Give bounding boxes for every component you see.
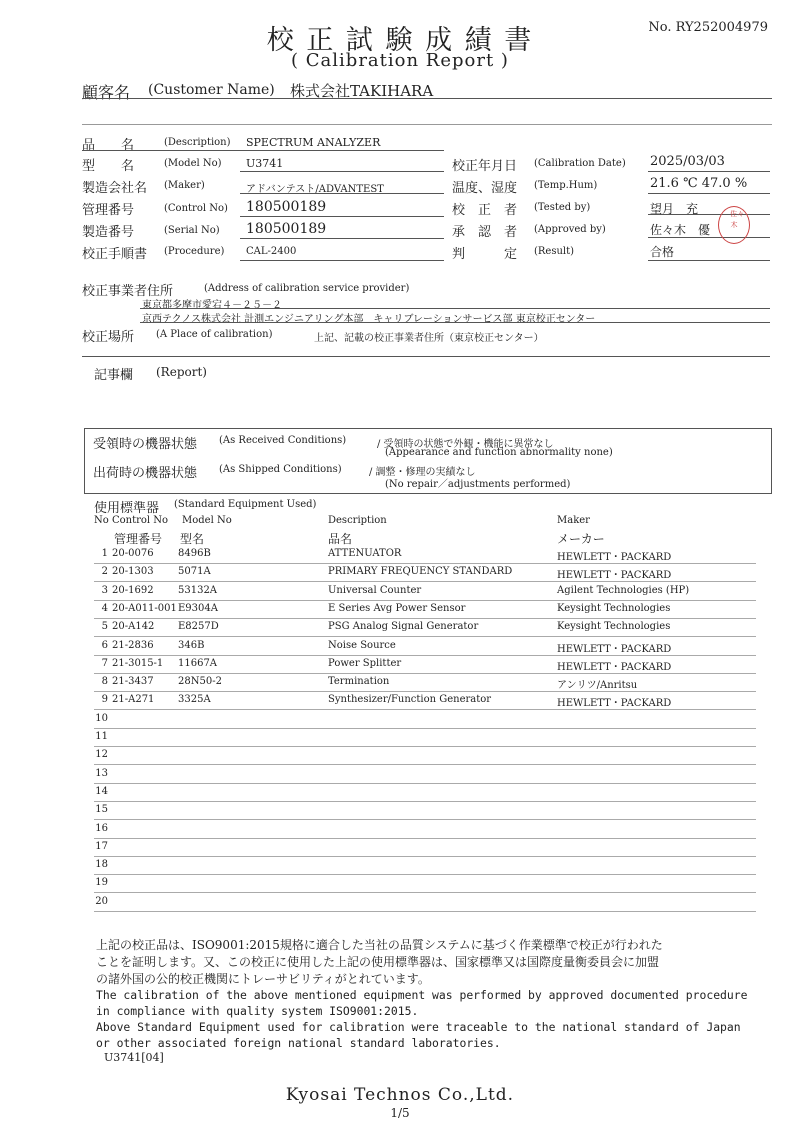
report-label: 記事欄 [94, 368, 134, 383]
col-maker-header: Maker [557, 515, 590, 526]
field-label-en: (Result) [534, 246, 575, 257]
received-value: / 受領時の状態で外観・機能に異常なし [377, 439, 554, 450]
table-row [94, 674, 756, 692]
cell-model-no: 53132A [178, 584, 218, 596]
field-value: U3741 [246, 157, 284, 170]
cell-no: 15 [95, 804, 108, 816]
cell-no: 8 [101, 676, 108, 688]
table-row [94, 784, 756, 802]
cell-control-no: 21-2836 [112, 639, 154, 651]
conditions-box [84, 428, 772, 494]
col-desc-header-jp: 品名 [328, 532, 353, 546]
cell-model-no: 3325A [178, 694, 211, 706]
cell-maker: アンリツ/Anritsu [557, 680, 638, 692]
place-label: 校正場所 [82, 330, 135, 345]
field-value: 佐々木 優 [650, 223, 711, 237]
equipment-title-en: (Standard Equipment Used) [174, 499, 317, 510]
table-row [94, 638, 756, 656]
field-label: 製造番号 [82, 225, 135, 240]
cell-model-no: 11667A [178, 657, 218, 669]
cell-control-no: 20-1692 [112, 584, 154, 596]
statement-jp-line: の諸外国の公的校正機関にトレーサビリティがとれています。 [96, 972, 430, 986]
provider-company: 京西テクノス株式会社 計測エンジニアリング本部 キャリブレーションサービス部 東京校正センター [142, 314, 596, 325]
cell-no: 13 [95, 767, 108, 779]
cell-description: Noise Source [328, 639, 396, 651]
page-subtitle: ( Calibration Report ) [291, 50, 509, 71]
statement-en-line: The calibration of the above mentioned equipment was performed by approved documented procedure [96, 988, 748, 1002]
cell-no: 20 [95, 895, 108, 907]
field-label-en: (Calibration Date) [534, 158, 626, 169]
received-label-en: (As Received Conditions) [219, 435, 347, 446]
table-row [94, 546, 756, 564]
field-label: 製造会社名 [82, 181, 148, 196]
field-label-en: (Procedure) [164, 246, 225, 257]
cell-no: 6 [101, 639, 108, 651]
field-label-en: (Tested by) [534, 202, 591, 213]
table-row [94, 711, 756, 729]
statement-en-line: or other associated foreign national standard laboratories. [96, 1036, 501, 1050]
field-value: CAL-2400 [246, 246, 297, 257]
field-value: 180500189 [246, 221, 327, 237]
cell-model-no: E8257D [178, 621, 219, 633]
approval-stamp [718, 206, 750, 244]
statement-en-line: Above Standard Equipment used for calibration were traceable to the national standard of Japan [96, 1020, 741, 1034]
cell-model-no: 8496B [178, 548, 211, 559]
cell-no: 10 [95, 712, 108, 724]
field-label-en: (Control No) [164, 203, 228, 214]
company-name: Kyosai Technos Co.,Ltd. [285, 1085, 515, 1105]
cell-control-no: 20-1303 [112, 566, 154, 578]
cell-maker: HEWLETT・PACKARD [557, 698, 672, 710]
cell-model-no: 28N50-2 [178, 676, 222, 688]
received-value-en: (Appearance and function abnormality none) [385, 447, 613, 458]
cell-no: 3 [101, 584, 108, 596]
field-value: 21.6 ℃ 47.0 % [650, 176, 748, 191]
shipped-value-en: (No repair／adjustments performed) [385, 479, 571, 490]
field-label: 管理番号 [82, 203, 135, 218]
cell-model-no: 5071A [178, 566, 211, 578]
field-value: SPECTRUM ANALYZER [246, 136, 381, 149]
cell-maker: HEWLETT・PACKARD [557, 643, 672, 655]
table-row [94, 619, 756, 637]
cell-no: 1 [101, 548, 108, 559]
cell-description: E Series Avg Power Sensor [328, 602, 466, 614]
table-row [94, 656, 756, 674]
cell-maker: HEWLETT・PACKARD [557, 661, 672, 673]
col-desc-header: Description [328, 515, 387, 526]
page-number: 1/5 [390, 1106, 410, 1120]
cell-no: 4 [101, 602, 108, 614]
statement-jp-line: 上記の校正品は、ISO9001:2015規格に適合した当社の品質システムに基づく作業標準で校正が行われた [96, 938, 663, 952]
cell-no: 5 [101, 621, 108, 633]
table-row [94, 692, 756, 710]
field-label: 校正手順書 [82, 247, 148, 262]
cell-control-no: 20-A142 [112, 621, 155, 633]
cell-no: 9 [101, 694, 108, 706]
cell-description: Power Splitter [328, 657, 402, 669]
customer-label-en: (Customer Name) [148, 82, 275, 98]
provider-label-en: (Address of calibration service provider) [204, 283, 410, 294]
cell-no: 14 [95, 785, 108, 797]
cell-control-no: 20-0076 [112, 548, 154, 559]
cell-maker: Agilent Technologies (HP) [557, 584, 690, 596]
field-value: 望月 充 [650, 202, 699, 216]
table-row [94, 564, 756, 582]
field-label-en: (Model No) [164, 158, 222, 169]
stamp-text: 佐々木 [730, 210, 744, 229]
table-row [94, 729, 756, 747]
report-label-en: (Report) [156, 365, 207, 379]
field-label-en: (Temp.Hum) [534, 180, 598, 191]
table-row [94, 802, 756, 820]
table-row [94, 857, 756, 875]
provider-label: 校正事業者住所 [82, 284, 174, 299]
cell-no: 7 [101, 657, 108, 669]
row-divider [94, 911, 756, 912]
cell-description: PSG Analog Signal Generator [328, 621, 479, 633]
cell-no: 11 [95, 731, 108, 742]
shipped-value: / 調整・修理の実績なし [369, 467, 476, 478]
field-value: 合格 [650, 245, 675, 259]
cell-no: 18 [95, 859, 108, 871]
shipped-label-en: (As Shipped Conditions) [219, 464, 342, 475]
field-label: 校正年月日 [452, 159, 518, 174]
field-label-en: (Description) [164, 137, 231, 148]
col-model-header: Model No [182, 515, 232, 526]
cell-maker: HEWLETT・PACKARD [557, 570, 672, 582]
col-model-header-jp: 型名 [180, 532, 205, 546]
customer-label: 顧客名 [82, 83, 131, 102]
cell-no: 17 [95, 840, 108, 852]
col-control-header: Control No [112, 515, 169, 526]
cell-description: Universal Counter [328, 584, 422, 596]
field-value: アドバンテスト/ADVANTEST [246, 184, 384, 195]
cell-control-no: 21-A271 [112, 694, 155, 706]
field-label-en: (Serial No) [164, 225, 220, 236]
cell-no: 16 [95, 822, 108, 834]
provider-address: 東京都多摩市愛宕４－２５－２ [142, 300, 282, 311]
place-label-en: (A Place of calibration) [156, 329, 273, 340]
document-code: U3741[04] [104, 1051, 164, 1064]
cell-no: 12 [95, 749, 108, 761]
place-value: 上記、記載の校正事業者住所（東京校正センター） [314, 333, 544, 344]
field-label: 品 名 [82, 138, 135, 153]
table-row [94, 583, 756, 601]
cell-maker: Keysight Technologies [557, 621, 671, 633]
field-label-en: (Approved by) [534, 224, 606, 235]
cell-no: 19 [95, 877, 108, 889]
table-row [94, 766, 756, 784]
equipment-title: 使用標準器 [94, 501, 160, 516]
field-value: 180500189 [246, 199, 327, 215]
col-no-header: No [94, 515, 109, 526]
cell-control-no: 21-3015-1 [112, 657, 164, 669]
cell-model-no: 346B [178, 639, 205, 651]
field-label: 承 認 者 [452, 225, 518, 240]
cell-description: Termination [328, 676, 390, 688]
cell-maker: Keysight Technologies [557, 602, 671, 614]
table-row [94, 601, 756, 619]
cell-model-no: E9304A [178, 602, 218, 614]
col-control-header-jp: 管理番号 [114, 532, 163, 546]
statement-en-line: in compliance with quality system ISO9001:2015. [96, 1004, 419, 1018]
field-label-en: (Maker) [164, 180, 205, 191]
field-label: 判 定 [452, 247, 518, 262]
cell-control-no: 20-A011-001 [112, 602, 177, 614]
received-label: 受領時の機器状態 [93, 437, 198, 452]
cell-control-no: 21-3437 [112, 676, 154, 688]
table-row [94, 839, 756, 857]
cell-no: 2 [101, 566, 108, 578]
shipped-label: 出荷時の機器状態 [93, 466, 198, 481]
field-label: 型 名 [82, 159, 135, 174]
cell-maker: HEWLETT・PACKARD [557, 552, 672, 563]
cell-description: ATTENUATOR [328, 548, 402, 559]
table-row [94, 875, 756, 893]
table-row [94, 821, 756, 839]
field-label: 温度、湿度 [452, 181, 518, 196]
page-title: 校 正 試 験 成 績 書 [266, 25, 534, 56]
cell-description: Synthesizer/Function Generator [328, 694, 492, 706]
col-maker-header-jp: メーカー [557, 532, 605, 546]
statement-jp-line: ことを証明します。又、この校正に使用した上記の使用標準器は、国家標準又は国際度量衡委員会に加盟 [96, 955, 660, 969]
customer-value: 株式会社TAKIHARA [290, 82, 434, 100]
table-row [94, 747, 756, 765]
cell-description: PRIMARY FREQUENCY STANDARD [328, 566, 513, 578]
field-value: 2025/03/03 [650, 154, 725, 169]
field-label: 校 正 者 [452, 203, 518, 218]
table-row [94, 894, 756, 912]
report-number: No. RY252004979 [648, 20, 768, 35]
